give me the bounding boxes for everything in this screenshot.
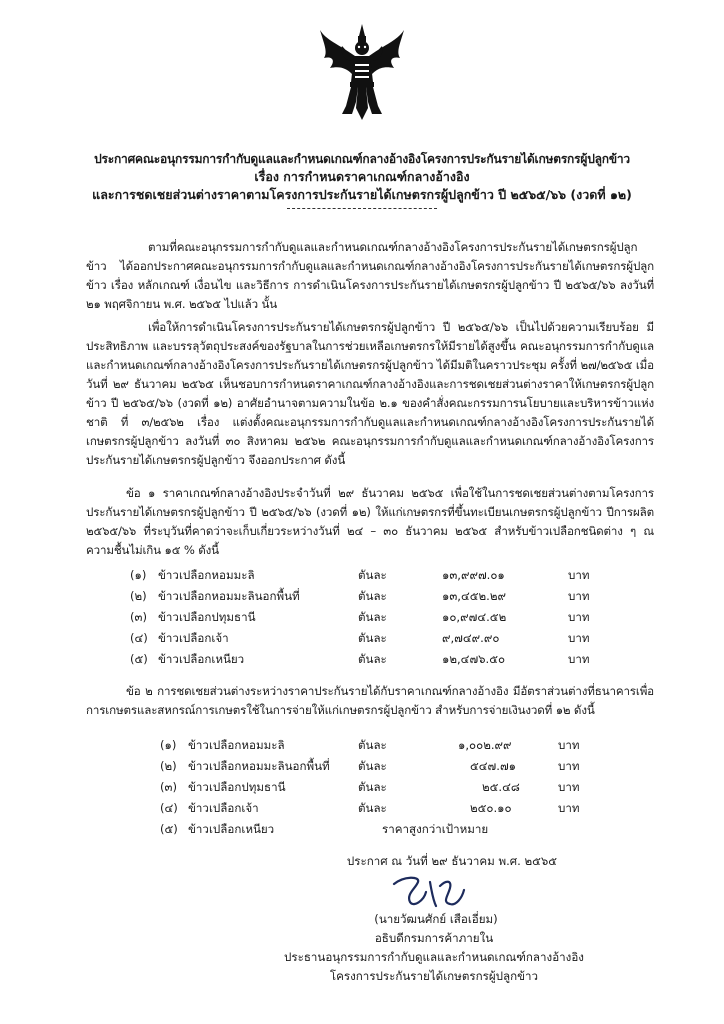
signer-name: (นายวัฒนศักย์ เสือเอี่ยม) xyxy=(374,912,498,926)
signature xyxy=(390,872,470,912)
row-number: (๓) xyxy=(160,780,177,794)
price-value: ๑๒,๔๗๖.๕๐ xyxy=(442,652,506,666)
unit-label: ตันละ xyxy=(358,652,387,666)
rice-type: ข้าวเปลือกหอมมะลินอกพื้นที่ xyxy=(158,589,300,603)
unit-label: ตันละ xyxy=(358,589,387,603)
paragraph-clause-2: ข้อ ๒ การชดเชยส่วนต่างระหว่างราคาประกันรายได้กับราคาเกณฑ์กลางอ้างอิง มีอัตราส่วนต่างที่ธนาคารเพื่อการเกษตรและสหกรณ์การเกษตรใช้ในการจ่ายให้แก่เกษตรกรผู้ปลูกข้าว สำหรับการจ่ายเงินงวดที่ ๑๒ ดังนี้ xyxy=(86,684,654,717)
announcement-date: ประกาศ ณ วันที่ ๒๙ ธันวาคม พ.ศ. ๒๕๖๕ xyxy=(346,854,558,868)
title-line-2: เรื่อง การกำหนดราคาเกณฑ์กลางอ้างอิง xyxy=(254,169,470,184)
rice-type: ข้าวเปลือกเหนียว xyxy=(188,822,275,836)
compensation-value: ๒๕๐.๑๐ xyxy=(470,801,512,815)
currency-label: บาท xyxy=(568,589,590,603)
signer-position: อธิบดีกรมการค้าภายใน xyxy=(374,931,494,945)
row-number: (๑) xyxy=(130,568,147,582)
unit-label: ตันละ xyxy=(358,801,387,815)
rice-type: ข้าวเปลือกหอมมะลิ xyxy=(188,738,285,752)
row-number: (๑) xyxy=(160,738,177,752)
currency-label: บาท xyxy=(568,568,590,582)
currency-label: บาท xyxy=(568,610,590,624)
currency-label: บาท xyxy=(558,801,580,815)
row-number: (๒) xyxy=(160,759,177,773)
row-number: (๕) xyxy=(130,652,148,666)
currency-label: บาท xyxy=(568,631,590,645)
title-divider xyxy=(287,208,437,209)
row-number: (๒) xyxy=(130,589,147,603)
signer-role-line-1: ประธานอนุกรรมการกำกับดูแลและกำหนดเกณฑ์กลางอ้างอิง xyxy=(284,950,584,964)
rice-type: ข้าวเปลือกเจ้า xyxy=(188,801,259,815)
price-value: ๑๓,๙๙๗.๐๑ xyxy=(442,568,505,582)
unit-label: ตันละ xyxy=(358,568,387,582)
unit-label: ตันละ xyxy=(358,610,387,624)
currency-label: บาท xyxy=(558,780,580,794)
rice-type: ข้าวเปลือกหอมมะลิ xyxy=(158,568,255,582)
announcement-title xyxy=(60,150,664,209)
title-line-3: และการชดเชยส่วนต่างราคาตามโครงการประกันรายได้เกษตรกรผู้ปลูกข้าว ปี ๒๕๖๕/๖๖ (งวดที่ ๑๒) xyxy=(92,187,632,202)
currency-label: บาท xyxy=(558,759,580,773)
rice-type: ข้าวเปลือกปทุมธานี xyxy=(158,610,256,624)
unit-label: ตันละ xyxy=(358,780,387,794)
paragraph-preamble: ตามที่คณะอนุกรรมการกำกับดูแลและกำหนดเกณฑ์กลางอ้างอิงโครงการประกันรายได้เกษตรกรผู้ปลูกข้าว ได้ออกประกาศคณะอนุกรรมการกำกับดูแลและกำหนดเกณฑ์กลางอ้างอิงโครงการประกันรายได้เกษตรกรผู้ปลูกข้าว เรื่อง หลักเกณฑ์ เงื่อนไข และวิธีการ การดำเนินโครงการประกันรายได้เกษตรกรผู้ปลูกข้าว ปี ๒๕๖๕/๖๖ ลงวันที่ ๒๑ พฤศจิกายน พ.ศ. ๒๕๖๕ ไปแล้ว นั้น xyxy=(86,240,654,311)
unit-label: ตันละ xyxy=(358,738,387,752)
garuda-emblem xyxy=(318,22,406,122)
price-value: ๙,๗๔๙.๙๐ xyxy=(442,631,500,645)
currency-label: บาท xyxy=(558,738,580,752)
row-number: (๔) xyxy=(160,801,178,815)
paragraph-clause-1: ข้อ ๑ ราคาเกณฑ์กลางอ้างอิงประจำวันที่ ๒๙ ธันวาคม ๒๕๖๕ เพื่อใช้ในการชดเชยส่วนต่างตามโครงการประกันรายได้เกษตรกรผู้ปลูกข้าว ปี ๒๕๖๕/๖๖ (งวดที่ ๑๒) ให้แก่เกษตรกรที่ขึ้นทะเบียนเกษตรกรผู้ปลูกข้าว ปีการผลิต ๒๕๖๕/๖๖ ที่ระบุวันที่คาดว่าจะเก็บเกี่ยวระหว่างวันที่ ๒๔ – ๓๐ ธันวาคม ๒๕๖๕ สำหรับข้าวเปลือกชนิดต่าง ๆ ณ ความชื้นไม่เกิน ๑๕ % ดังนี้ xyxy=(86,486,654,557)
row-number: (๔) xyxy=(130,631,148,645)
signer-role-line-2: โครงการประกันรายได้เกษตรกรผู้ปลูกข้าว xyxy=(329,969,539,983)
price-value: ๑๓,๔๕๒.๒๙ xyxy=(442,589,506,603)
compensation-value: ๕๔๗.๗๑ xyxy=(470,759,517,773)
rice-type: ข้าวเปลือกหอมมะลินอกพื้นที่ xyxy=(188,759,330,773)
rice-type: ข้าวเปลือกเหนียว xyxy=(158,652,245,666)
compensation-value: ราคาสูงกว่าเป้าหมาย xyxy=(382,822,489,836)
price-value: ๑๐,๙๗๔.๕๒ xyxy=(442,610,507,624)
row-number: (๕) xyxy=(160,822,178,836)
currency-label: บาท xyxy=(568,652,590,666)
unit-label: ตันละ xyxy=(358,759,387,773)
rice-type: ข้าวเปลือกปทุมธานี xyxy=(188,780,286,794)
rice-type: ข้าวเปลือกเจ้า xyxy=(158,631,229,645)
paragraph-resolution: เพื่อให้การดำเนินโครงการประกันรายได้เกษตรกรผู้ปลูกข้าว ปี ๒๕๖๕/๖๖ เป็นไปด้วยความเรียบร้อย มีประสิทธิภาพ และบรรลุวัตถุประสงค์ของรัฐบาลในการช่วยเหลือเกษตรกรให้มีรายได้สูงขึ้น คณะอนุกรรมการกำกับดูแลและกำหนดเกณฑ์กลางอ้างอิงโครงการประกันรายได้เกษตรกรผู้ปลูกข้าว ได้มีมติในคราวประชุม ครั้งที่ ๒๗/๒๕๖๕ เมื่อวันที่ ๒๙ ธันวาคม ๒๕๖๕ เห็นชอบการกำหนดราคาเกณฑ์กลางอ้างอิงและการชดเชยส่วนต่างราคาให้เกษตรกรผู้ปลูกข้าว ปี ๒๕๖๕/๖๖ (งวดที่ ๑๒) อาศัยอำนาจตามความในข้อ ๒.๑ ของคำสั่งคณะกรรมการนโยบายและบริหารข้าวแห่งชาติ ที่ ๓/๒๕๖๒ เรื่อง แต่งตั้งคณะอนุกรรมการกำกับดูแลและกำหนดเกณฑ์กลางอ้างอิงโครงการประกันรายได้เกษตรกรผู้ปลูกข้าว ลงวันที่ ๓๐ สิงหาคม ๒๕๖๒ คณะอนุกรรมการกำกับดูแลและกำหนดเกณฑ์กลางอ้างอิงโครงการประกันรายได้เกษตรกรผู้ปลูกข้าว จึงออกประกาศ ดังนี้ xyxy=(86,320,654,467)
title-line-1: ประกาศคณะอนุกรรมการกำกับดูแลและกำหนดเกณฑ์กลางอ้างอิงโครงการประกันรายได้เกษตรกรผู้ปลูกข้าว xyxy=(94,152,630,166)
compensation-value: ๒๕.๔๘ xyxy=(482,780,520,794)
unit-label: ตันละ xyxy=(358,631,387,645)
row-number: (๓) xyxy=(130,610,147,624)
compensation-value: ๑,๐๐๒.๙๙ xyxy=(458,738,512,752)
